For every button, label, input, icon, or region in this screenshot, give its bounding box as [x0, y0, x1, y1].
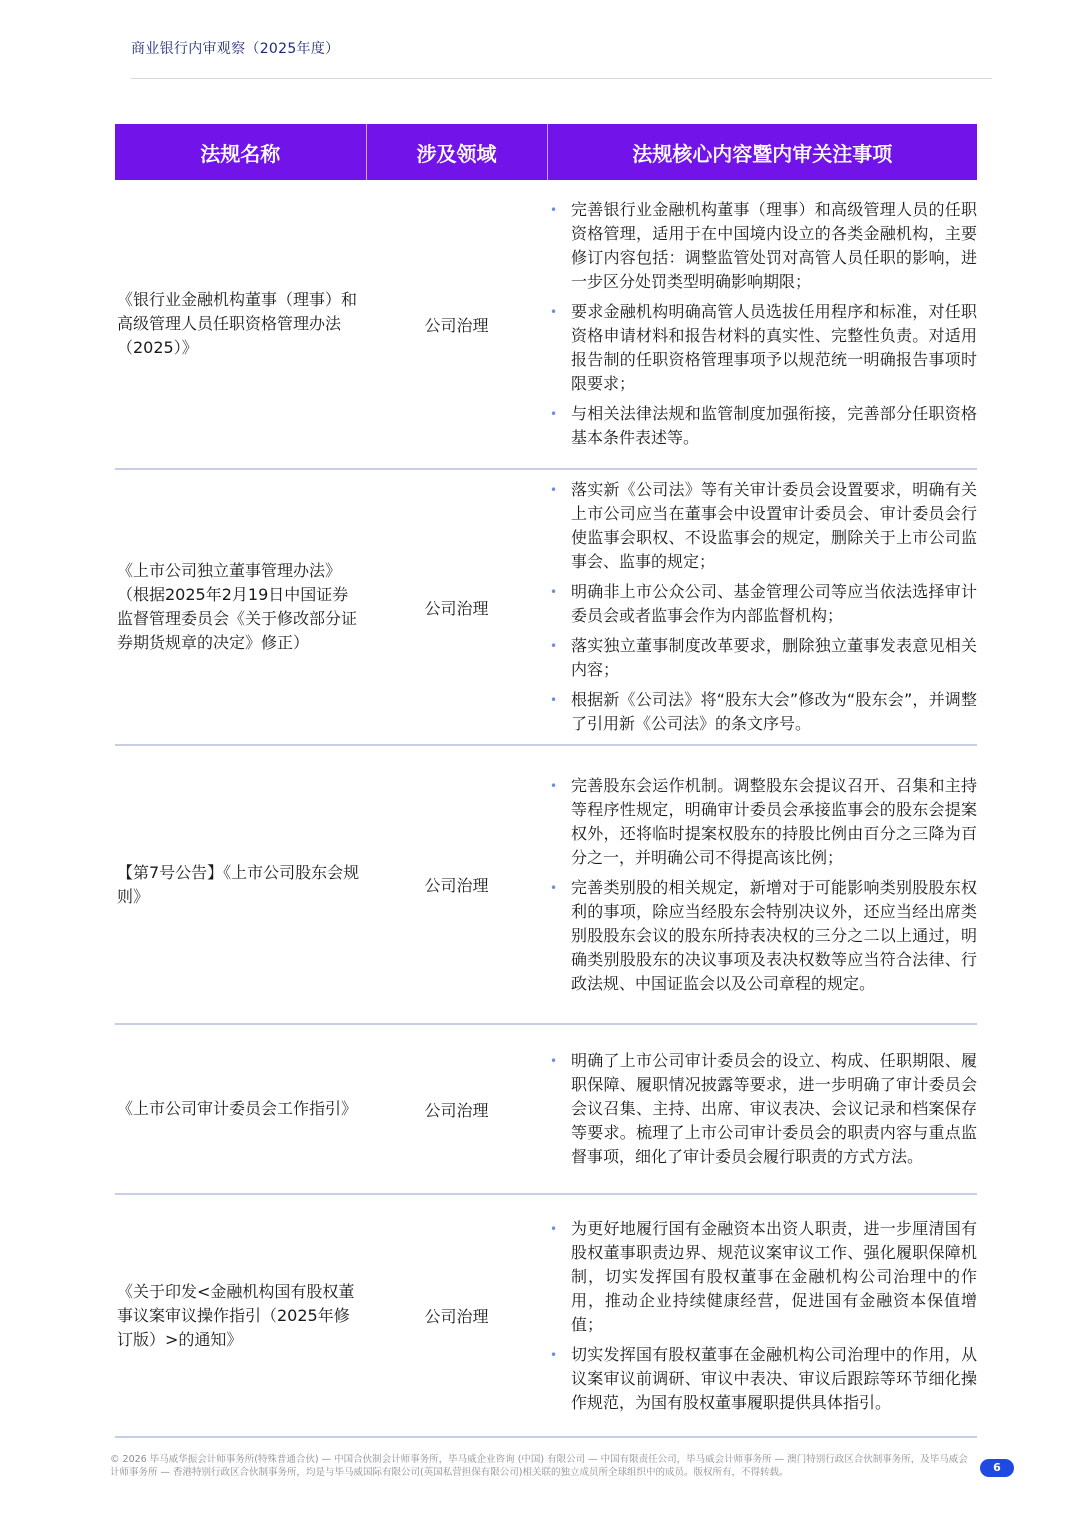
table-row [115, 745, 977, 1024]
column-header-field: 涉及领域 [366, 124, 547, 180]
regulation-content [547, 1024, 977, 1194]
content-point: • 明确非上市公众公司、基金管理公司等应当依法选择审计委员会或者监事会作为内部监督机构； [547, 580, 977, 628]
regulation-content [547, 180, 977, 469]
content-point: • 与相关法律法规和监管制度加强衔接，完善部分任职资格基本条件表述等。 [547, 402, 977, 450]
content-point: • 要求金融机构明确高管人员选拔任用程序和标准，对任职资格申请材料和报告材料的真实性、完整性负责。对适用报告制的任职资格管理事项予以规范统一明确报告事项时限要求； [547, 300, 977, 396]
regulation-field: 公司治理 [366, 1024, 547, 1194]
table-header [115, 124, 977, 180]
footer-copyright: © 2026 毕马威华振会计师事务所(特殊普通合伙) — 中国合伙制会计师事务所，毕马威企业咨询 (中国) 有限公司 — 中国有限责任公司，毕马威会计师事务所 — 澳门特别行政区合伙制事务所，及毕马威会计师事务所 — 香港特别行政区合伙制事务所，均是与毕马威国际有限公司(英国私营担保有限公司)相关联的独立成员所全球组织中的成员。版权所有，不得转载。 [110, 1454, 968, 1478]
content-point: • 明确了上市公司审计委员会的设立、构成、任职期限、履职保障、履职情况披露等要求，进一步明确了审计委员会会议召集、主持、出席、审议表决、会议记录和档案保存等要求。梳理了上市公司审计委员会的职责内容与重点监督事项，细化了审计委员会履行职责的方式方法。 [547, 1049, 977, 1169]
regulation-name: 《上市公司审计委员会工作指引》 [115, 1024, 366, 1194]
page-header-title: 商业银行内审观察（2025年度） [131, 41, 340, 57]
content-point: • 根据新《公司法》将“股东大会”修改为“股东会”，并调整了引用新《公司法》的条文序号。 [547, 688, 977, 736]
table-row [115, 180, 977, 469]
content-point: • 完善银行业金融机构董事（理事）和高级管理人员的任职资格管理，适用于在中国境内设立的各类金融机构，主要修订内容包括：调整监管处罚对高管人员任职的影响，进一步区分处罚类型明确影响期限； [547, 198, 977, 294]
content-point: • 完善类别股的相关规定，新增对于可能影响类别股股东权利的事项，除应当经股东会特别决议外，还应当经出席类别股股东会议的股东所持表决权的三分之二以上通过，明确类别股股东的决议事项及表决权数等应当符合法律、行政法规、中国证监会以及公司章程的规定。 [547, 876, 977, 996]
table-row [115, 1024, 977, 1194]
regulations-table-container [115, 124, 977, 1438]
column-header-name: 法规名称 [115, 124, 366, 180]
regulation-content [547, 745, 977, 1024]
page-number-badge: 6 [980, 1459, 1014, 1477]
regulation-field: 公司治理 [366, 180, 547, 469]
regulation-field: 公司治理 [366, 745, 547, 1024]
content-point: • 完善股东会运作机制。调整股东会提议召开、召集和主持等程序性规定，明确审计委员会承接监事会的股东会提案权外，还将临时提案权股东的持股比例由百分之三降为百分之一，并明确公司不得提高该比例； [547, 774, 977, 870]
content-point: • 切实发挥国有股权董事在金融机构公司治理中的作用，从议案审议前调研、审议中表决、审议后跟踪等环节细化操作规范，为国有股权董事履职提供具体指引。 [547, 1343, 977, 1415]
regulation-name: 【第7号公告】《上市公司股东会规则》 [115, 745, 366, 1024]
regulation-name: 《关于印发<金融机构国有股权董事议案审议操作指引（2025年修订版）>的通知》 [115, 1194, 366, 1437]
content-point: • 为更好地履行国有金融资本出资人职责，进一步厘清国有股权董事职责边界、规范议案审议工作、强化履职保障机制，切实发挥国有股权董事在金融机构公司治理中的作用，推动企业持续健康经营，促进国有金融资本保值增值； [547, 1217, 977, 1337]
regulation-field: 公司治理 [366, 469, 547, 745]
content-point: • 落实新《公司法》等有关审计委员会设置要求，明确有关上市公司应当在董事会中设置审计委员会、审计委员会行使监事会职权、不设监事会的规定，删除关于上市公司监事会、监事的规定； [547, 478, 977, 574]
table-row [115, 469, 977, 745]
table-row [115, 1194, 977, 1437]
regulation-content [547, 469, 977, 745]
regulation-content [547, 1194, 977, 1437]
regulation-name: 《上市公司独立董事管理办法》（根据2025年2月19日中国证券监督管理委员会《关于修改部分证券期货规章的决定》修正） [115, 469, 366, 745]
regulations-table [115, 124, 977, 1438]
column-header-content: 法规核心内容暨内审关注事项 [547, 124, 977, 180]
content-point: • 落实独立董事制度改革要求，删除独立董事发表意见相关内容； [547, 634, 977, 682]
regulation-name: 《银行业金融机构董事（理事）和高级管理人员任职资格管理办法（2025）》 [115, 180, 366, 469]
regulation-field: 公司治理 [366, 1194, 547, 1437]
header-divider [131, 78, 992, 79]
